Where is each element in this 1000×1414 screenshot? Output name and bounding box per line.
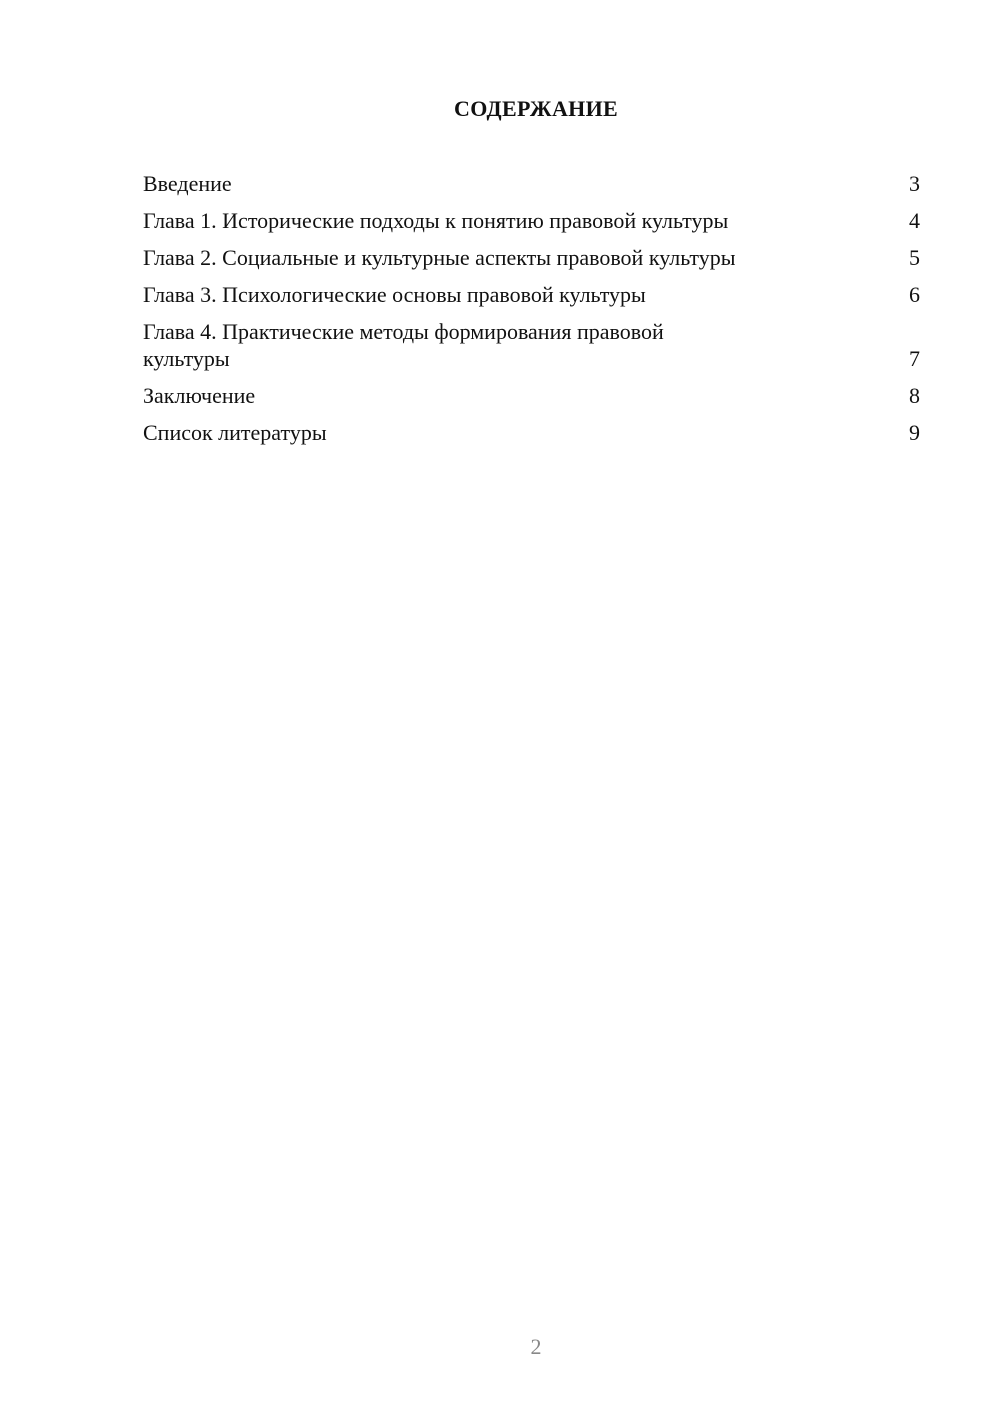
toc-entry-label: Глава 1. Исторические подходы к понятию правовой культуры [143,208,729,233]
toc-entry-page: 3 [909,171,920,196]
page-title: СОДЕРЖАНИЕ [454,96,618,121]
toc-entry-label: Глава 3. Психологические основы правовой культуры [143,282,646,307]
toc-entry [143,382,920,409]
toc-entry [143,170,920,197]
toc-entry [143,419,920,446]
toc-entry-page: 8 [909,383,920,408]
toc-entry-page: 5 [909,245,920,270]
toc-entry [143,244,920,271]
toc-entry-page: 7 [909,346,920,371]
toc-entry-label: Глава 4. Практические методы формирования правовой культуры [143,319,664,371]
toc-entry [143,281,920,308]
table-of-contents [143,170,920,456]
toc-entry-label: Введение [143,171,232,196]
toc-entry [143,207,920,234]
toc-entry-page: 4 [909,208,920,233]
page-number: 2 [530,1334,542,1359]
toc-entry-label: Список литературы [143,420,327,445]
toc-entry [143,318,920,372]
toc-entry-page: 9 [909,420,920,445]
toc-entry-label: Глава 2. Социальные и культурные аспекты правовой культуры [143,245,736,270]
toc-entry-label: Заключение [143,383,256,408]
toc-entry-page: 6 [909,282,920,307]
